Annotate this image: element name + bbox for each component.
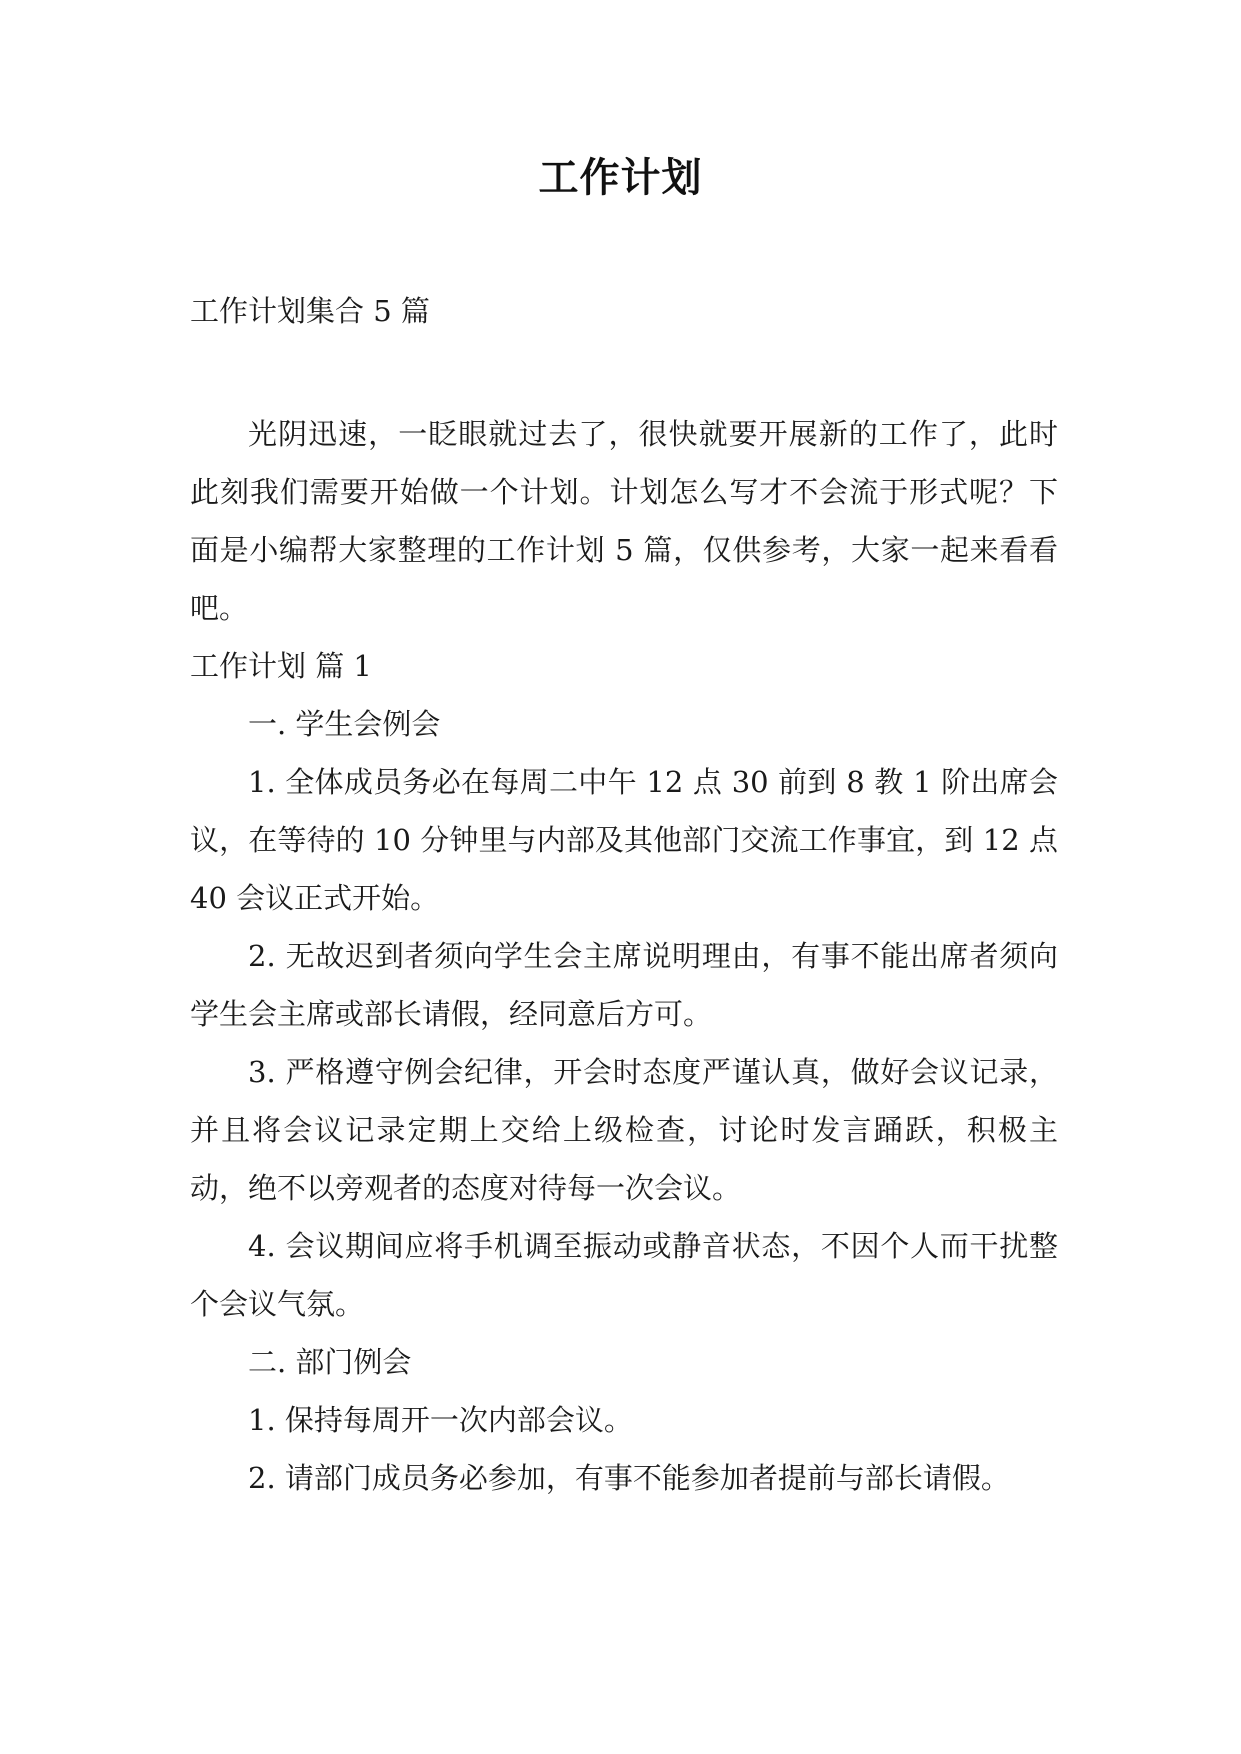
paragraph-item-3: 3. 严格遵守例会纪律，开会时态度严谨认真，做好会议记录，并且将会议记录定期上交给上级检查，讨论时发言踊跃，积极主动，绝不以旁观者的态度对待每一次会议。 bbox=[190, 1055, 1058, 1205]
paragraph-dept-item-1: 1. 保持每周开一次内部会议。 bbox=[248, 1403, 633, 1437]
intro-paragraph: 光阴迅速，一眨眼就过去了，很快就要开展新的工作了，此时此刻我们需要开始做一个计划。计划怎么写才不会流于形式呢？下面是小编帮大家整理的工作计划 5 篇，仅供参考，大家一起来看看吧。 bbox=[190, 417, 1058, 625]
paragraph-dept-item-2: 2. 请部门成员务必参加，有事不能参加者提前与部长请假。 bbox=[248, 1461, 1010, 1495]
document-title: 工作计划 bbox=[538, 155, 703, 201]
paragraph-item-2: 2. 无故迟到者须向学生会主席说明理由，有事不能出席者须向学生会主席或部长请假，经同意后方可。 bbox=[190, 939, 1058, 1031]
section-heading-1: 工作计划 篇 1 bbox=[190, 649, 372, 683]
paragraph-item-1: 1. 全体成员务必在每周二中午 12 点 30 前到 8 教 1 阶出席会议，在等待的 10 分钟里与内部及其他部门交流工作事宜，到 12 点 40 会议正式开始。 bbox=[190, 765, 1058, 915]
document-body bbox=[190, 405, 1058, 1507]
document-subtitle: 工作计划集合 5 篇 bbox=[190, 294, 430, 328]
subheading-department-meeting: 二. 部门例会 bbox=[248, 1345, 412, 1379]
subheading-student-council-meeting: 一. 学生会例会 bbox=[248, 707, 441, 741]
paragraph-item-4: 4. 会议期间应将手机调至振动或静音状态，不因个人而干扰整个会议气氛。 bbox=[190, 1229, 1058, 1321]
